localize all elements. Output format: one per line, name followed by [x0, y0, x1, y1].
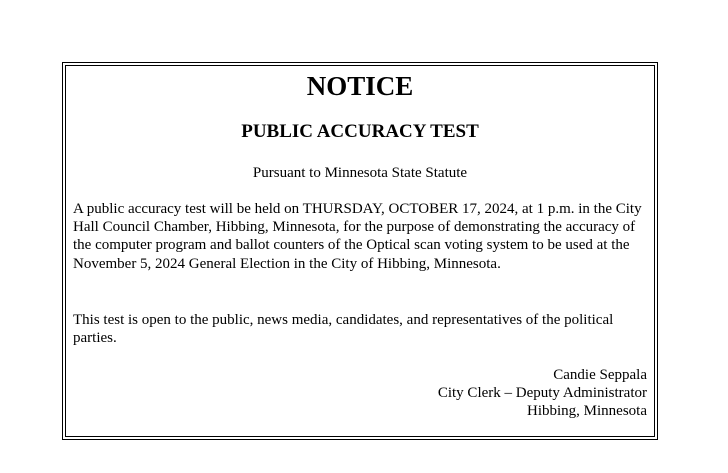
signature-block: [438, 366, 647, 421]
notice-subtitle: PUBLIC ACCURACY TEST: [241, 121, 479, 142]
notice-border-inner: [65, 65, 655, 437]
signature-name: Candie Seppala: [553, 367, 647, 383]
notice-paragraph-details: A public accuracy test will be held on THURSDAY, OCTOBER 17, 2024, at 1 p.m. in the City Hall Council Chamber, Hibbing, Minnesota, for the purpose of demonstrating the accuracy of the computer program and ballot counters of the Optical scan voting system to be used at the November 5, 2024 General Election in the City of Hibbing, Minnesota.: [73, 201, 642, 272]
notice-border-outer: [62, 62, 658, 440]
signature-title: City Clerk – Deputy Administrator: [437, 385, 647, 402]
notice-title: NOTICE: [306, 71, 414, 101]
signature-location: Hibbing, Minnesota: [527, 403, 647, 420]
statute-line: Pursuant to Minnesota State Statute: [252, 165, 468, 181]
notice-paragraph-public: This test is open to the public, news media, candidates, and representatives of the political parties.: [73, 312, 614, 347]
